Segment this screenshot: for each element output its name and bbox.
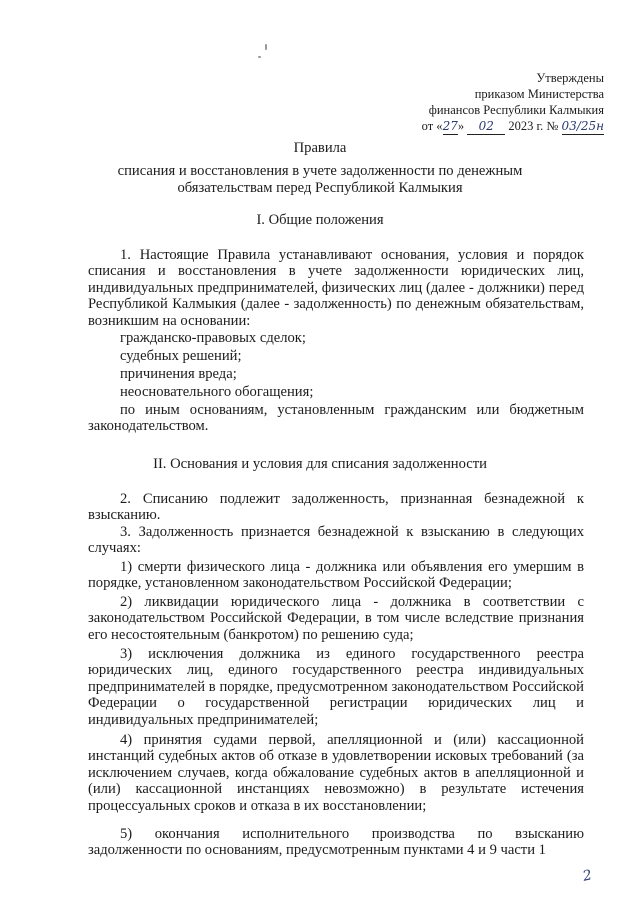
case-3: 3) исключения должника из единого государственного реестра юридических лиц, единого государственного реестра индивидуальных предпринимателей в порядке, предусмотренном законодательством Российской Федерации о государственной регистрации юридических лиц и индивидуальных предпринимателей; (88, 646, 584, 728)
date-prefix: от « (421, 119, 443, 133)
basis-item: причинения вреда; (120, 366, 237, 382)
basis-item: гражданско-правовых сделок; (120, 330, 306, 346)
approval-line-3: финансов Республики Калмыкия (428, 103, 604, 117)
date-mid: » (457, 119, 465, 133)
paragraph-3: 3. Задолженность признается безнадежной к взысканию в следующих случаях: (88, 524, 584, 557)
title-line-3: обязательствам перед Республикой Калмыкия (177, 180, 463, 196)
paragraph-1: 1. Настоящие Правила устанавливают основания, условия и порядок списания и восстановления в учете задолженности юридических лиц, индивидуальных предпринимателей, физических лиц (далее - должники) перед Республикой Калмыкия (далее - задолженность) по денежным обязательствам, возникшим на основании: (88, 247, 584, 329)
approval-line-2: приказом Министерства (474, 87, 604, 101)
scan-speck (258, 56, 261, 58)
basis-item: неосновательного обогащения; (120, 384, 314, 400)
section-1-heading: I. Общие положения (256, 212, 384, 228)
paragraph-1-last: по иным основаниям, установленным гражданским или бюджетным законодательством. (88, 402, 584, 435)
title-line-2: списания и восстановления в учете задолженности по денежным (117, 163, 523, 179)
basis-item: судебных решений; (120, 348, 242, 364)
page-number: 2 (581, 867, 594, 885)
case-1: 1) смерти физического лица - должника или объявления его умершим в порядке, установленном законодательством Российской Федерации; (88, 559, 584, 592)
date-year: 2023 г. № (508, 119, 559, 133)
handwritten-day: 27 (442, 119, 458, 133)
approval-block (422, 70, 604, 135)
case-4: 4) принятия судами первой, апелляционной и (или) кассационной инстанций судебных актов об отказе в удовлетворении исковых требований (за исключением случаев, когда обжалование судебных актов в апелляционной и (или) кассационной инстанциях невозможно) в результате истечения процессуальных сроков и отказа в их восстановлении; (88, 732, 584, 814)
approval-line-1: Утверждены (536, 71, 604, 85)
case-5: 5) окончания исполнительного производства по взысканию задолженности по основаниям, предусмотренным пунктами 4 и 9 части 1 (88, 826, 584, 859)
case-2: 2) ликвидации юридического лица - должника в соответствии с законодательством Российской Федерации, в том числе вследствие признания его несостоятельным (банкротом) по решению суда; (88, 594, 584, 643)
paragraph-2: 2. Списанию подлежит задолженность, признанная безнадежной к взысканию. (88, 491, 584, 524)
handwritten-number: 03/25н (561, 119, 604, 133)
handwritten-month: 02 (467, 118, 505, 135)
title-line-1: Правила (293, 140, 347, 156)
scan-speck (265, 44, 267, 50)
approval-date-line (422, 118, 604, 135)
section-2-heading: II. Основания и условия для списания задолженности (153, 456, 487, 472)
